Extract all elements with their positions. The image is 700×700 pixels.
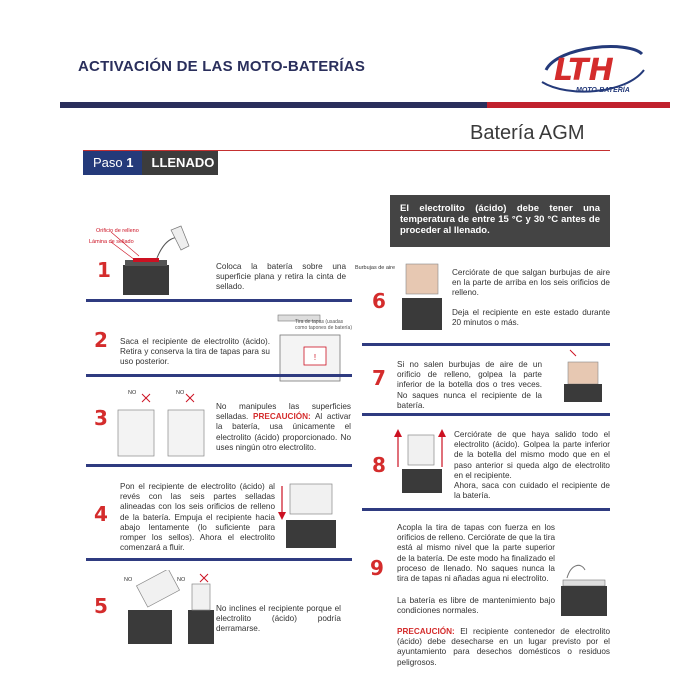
page-header	[60, 30, 670, 110]
step-9-text: Acopla la tira de tapas con fuerza en los orificios de relleno. Cerciórate de que la tira está al mismo nivel que la parte superior de la batería. De este modo ha finalizado el proceso de llenado. No saques nunca la tira de tapas ni añadas agua ni electrolito.	[397, 523, 555, 584]
step-8-text-2: Ahora, saca con cuidado el recipiente de la batería.	[454, 481, 610, 501]
header-bar	[60, 102, 670, 108]
step-5-number: 5	[94, 594, 108, 618]
step-6-text-2: Deja el recipiente en este estado durante 20 minutos o más.	[452, 308, 610, 328]
lth-logo	[538, 40, 648, 100]
callout-orificio: Orificio de relleno	[96, 228, 139, 234]
do-not-tilt-illustration	[120, 570, 220, 650]
step-9-number: 9	[370, 556, 384, 580]
callout-tira: Tira de tapas (usadas como tapones de batería)	[295, 319, 352, 331]
remove-container-illustration	[392, 425, 450, 503]
step-4-text: Pon el recipiente de electrolito (ácido) al revés con las seis partes selladas alineadas con los seis orificios de relleno de la batería. Empuja el recipiente hacia abajo lentamente (lo suficiente para romper los sellos). Ahora el electrolito comenzará a fluir.	[120, 482, 275, 553]
callout-lamina: Lámina de sellado	[89, 239, 134, 245]
step-3-no-label-1: NO	[128, 390, 137, 396]
product-title: Batería AGM	[470, 122, 585, 144]
step-8-text: Cerciórate de que haya salido todo el electrolito (ácido). Golpea la parte inferior de la botella del mismo modo que en el paso anterior si queda algo de electrolito en el recipiente.	[454, 430, 610, 480]
step-5-no-label-1: NO	[124, 577, 133, 583]
step-3-number: 3	[94, 406, 108, 430]
step-6-number: 6	[372, 289, 386, 313]
step-4-separator	[86, 558, 352, 561]
step-7-text: Si no salen burbujas de aire de un orificio de relleno, golpea la parte inferior de la botella dos o tres veces. No saques nunca el recipiente de la batería.	[397, 360, 542, 410]
air-bubbles-illustration	[400, 262, 445, 334]
step-2-number: 2	[94, 328, 108, 352]
step-7-separator	[362, 413, 610, 416]
step-2-text: Saca el recipiente de electrolito (ácido). Retira y conserva la tira de tapas para su uso posterior.	[120, 337, 270, 367]
step-1-number: 1	[97, 258, 111, 282]
temperature-note: El electrolito (ácido) debe tener una temperatura de entre 15 °C y 30 °C antes de proceder al llenado.	[390, 195, 610, 247]
callout-burbujas: Burbujas de aire	[355, 265, 396, 271]
step-5-text: No inclines el recipiente porque el electrolito (ácido) podría derramarse.	[216, 604, 341, 634]
pour-electrolyte-illustration	[278, 478, 348, 558]
svg-text:!: !	[313, 353, 317, 362]
logo-text: LTH	[554, 53, 614, 88]
step-3-separator	[86, 464, 352, 467]
step-3-no-label-2: NO	[176, 390, 185, 396]
step-5-no-label-2: NO	[177, 577, 186, 583]
page-title: ACTIVACIÓN DE LAS MOTO-BATERÍAS	[78, 58, 366, 75]
step-8-number: 8	[372, 453, 386, 477]
tap-bottle-illustration	[560, 346, 604, 404]
step-9-caution: PRECAUCIÓN: El recipiente contenedor de electrolito (ácido) debe desecharse en un lugar previsto por el ayuntamiento para desechos domésticos o residuos peligrosos.	[397, 627, 610, 667]
step-1-separator	[86, 299, 352, 302]
step-7-number: 7	[372, 366, 386, 390]
step-4-number: 4	[94, 502, 108, 526]
step-2-separator	[86, 374, 352, 377]
step-name: LLENADO	[142, 151, 218, 175]
attach-caps-illustration	[557, 560, 611, 620]
step-1-text: Coloca la batería sobre una superficie plana y retira la cinta de sellado.	[216, 262, 346, 292]
step-8-separator	[362, 508, 610, 511]
step-3-text: No manipules las superficies selladas. PRECAUCIÓN: Al activar la batería, usa únicamente el electrolito (ácido) proporcionado. No uses ningún otro electrolito.	[216, 402, 352, 452]
logo-subtext: MOTO-BATERÍA	[576, 87, 630, 94]
step-label	[83, 151, 218, 175]
electrolyte-container-illustration	[270, 305, 350, 385]
do-not-touch-seal-illustration	[112, 388, 212, 460]
step-6-text: Cerciórate de que salgan burbujas de aire en la parte de arriba en los seis orificios de relleno.	[452, 268, 610, 298]
step-9-text-2: La batería es libre de mantenimiento bajo condiciones normales.	[397, 596, 555, 616]
step-paso: Paso 1	[83, 151, 142, 175]
